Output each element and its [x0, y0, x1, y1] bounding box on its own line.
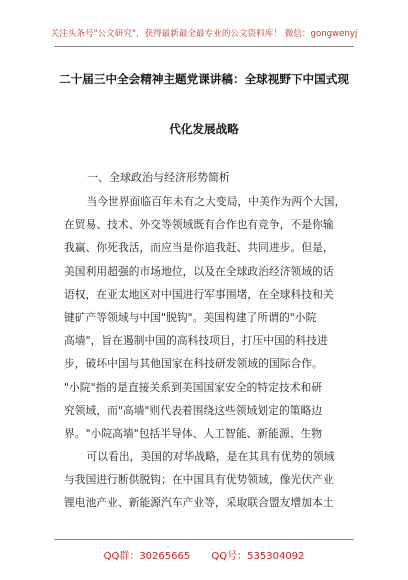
document-title-line-1: 二十届三中全会精神主题党课讲稿：全球视野下中国式现 [59, 72, 349, 86]
document-title-line-2: 代化发展战略 [169, 122, 239, 136]
paragraph-line: 锂电池产业、新能源汽车产业等，采取联合盟友增加本土 [64, 496, 334, 510]
header-divider [54, 46, 354, 47]
body-paragraph-1 [64, 190, 346, 442]
paragraph-line: 语权，在亚太地区对中国进行军事围堵，在全球科技和关 [64, 287, 334, 301]
footer-divider [54, 539, 354, 540]
header-watermark-note: 关注头条号"公文研究"，获得最新最全最专业的公文资料库！ 微信：gongwenyj [50, 29, 358, 39]
paragraph-line: 与我国进行断供脱钩；在中国具有优势领域，像光伏产业 [64, 473, 334, 487]
paragraph-line: 当今世界面临百年未有之大变局，中美作为两个大国， [86, 195, 346, 208]
section-heading: 一、全球政治与经济形势简析 [87, 171, 230, 184]
paragraph-line: 我赢、你死我活，而应当是你追我赶、共同进步。但是， [64, 241, 334, 255]
paragraph-line: 在贸易、技术、外交等领域既有合作也有竞争，不是你输 [64, 218, 334, 232]
paragraph-line: 美国利用超强的市场地位，以及在全球政治经济领域的话 [64, 264, 334, 278]
body-paragraph-2 [64, 445, 346, 515]
paragraph-line: 步，破坏中国与其他国家在科技研发领域的国际合作。 [64, 357, 323, 371]
footer-contact [0, 547, 408, 562]
paragraph-line: 界。"小院高墙"包括半导体、人工智能、新能源、生物 [64, 426, 323, 440]
paragraph-line: 键矿产等领域与中国"脱钩"。美国构建了所谓的"小院 [64, 310, 317, 324]
paragraph-line: "小院"指的是直接关系到美国国家安全的特定技术和研 [64, 380, 323, 394]
footer-qq-group: QQ群：30265665 [103, 551, 191, 562]
footer-qq-number: QQ号：535304092 [211, 551, 305, 562]
paragraph-line: 可以看出，美国的对华战略，是在其具有优势的领域 [86, 450, 335, 463]
paragraph-line: 高墙"，旨在遏制中国的高科技项目，打压中国的科技进 [64, 334, 328, 348]
paragraph-line: 究领域，而"高墙"则代表着围绕这些领域划定的策略边 [64, 403, 323, 417]
